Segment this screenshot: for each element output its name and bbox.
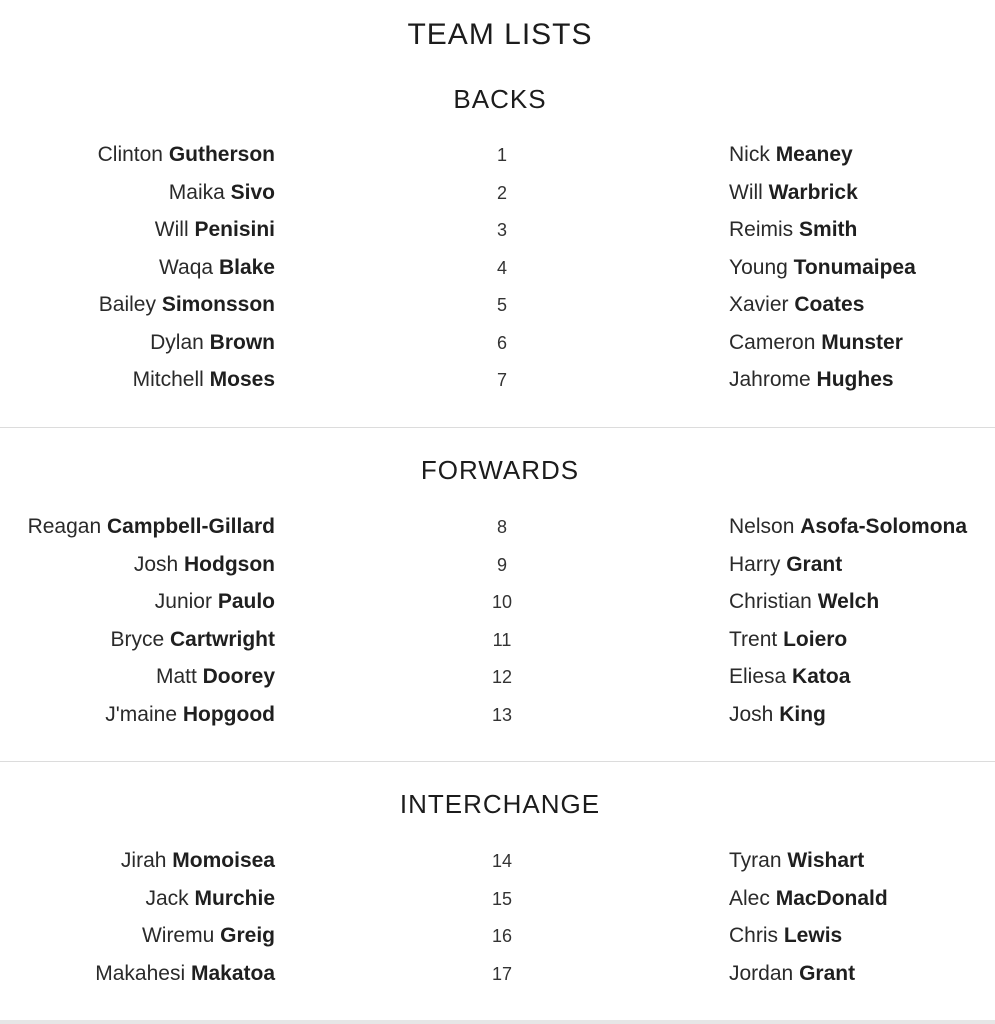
player-row — [0, 849, 995, 887]
home-player — [155, 218, 275, 242]
player-row — [0, 665, 995, 703]
away-player — [729, 181, 858, 205]
first-name: Wiremu — [141, 924, 215, 947]
player-row — [0, 962, 995, 1000]
home-player — [142, 924, 275, 948]
home-player — [98, 143, 275, 167]
first-name: Nick — [729, 143, 770, 166]
home-player — [133, 368, 275, 392]
section-title: BACKS — [453, 84, 547, 114]
surname: Welch — [817, 590, 880, 613]
first-name: Josh — [729, 702, 774, 726]
away-player — [729, 924, 842, 948]
first-name: Clinton — [97, 143, 163, 166]
away-player — [729, 256, 916, 280]
away-player — [729, 590, 879, 614]
first-name: Trent — [729, 627, 778, 651]
away-player — [729, 293, 864, 317]
home-player — [95, 962, 275, 986]
away-player — [729, 849, 864, 873]
player-row — [0, 628, 995, 666]
player-row — [0, 703, 995, 741]
away-player — [729, 331, 903, 355]
surname: Moses — [209, 368, 275, 391]
section-divider — [0, 761, 995, 762]
player-list — [0, 143, 995, 406]
surname: Momoisea — [172, 849, 275, 872]
away-player — [729, 368, 894, 392]
jersey-number: 9 — [496, 554, 507, 575]
first-name: Cameron — [729, 330, 816, 354]
jersey-number: 17 — [491, 963, 513, 984]
first-name: Jack — [145, 886, 189, 910]
home-player — [110, 628, 275, 652]
bottom-edge — [0, 1020, 995, 1024]
jersey-number: 11 — [492, 629, 512, 650]
jersey-number: 3 — [496, 220, 507, 240]
first-name: Christian — [729, 590, 812, 613]
surname: Grant — [799, 961, 856, 985]
home-player — [159, 256, 275, 280]
first-name: Matt — [155, 665, 197, 688]
first-name: Bryce — [110, 627, 165, 651]
first-name: Reimis — [729, 218, 794, 241]
surname: Hopgood — [182, 702, 275, 726]
first-name: Makahesi — [95, 961, 186, 985]
first-name: Reagan — [27, 515, 102, 538]
first-name: Tyran — [729, 849, 782, 872]
away-player — [729, 628, 847, 652]
away-player — [729, 143, 853, 167]
jersey-number: 7 — [496, 370, 507, 390]
first-name: Jordan — [729, 961, 794, 985]
first-name: Harry — [729, 552, 781, 576]
surname: King — [779, 702, 826, 726]
player-row — [0, 515, 995, 553]
away-player — [729, 887, 888, 911]
surname: Meaney — [775, 143, 853, 166]
home-player — [121, 849, 275, 873]
first-name: Eliesa — [729, 665, 787, 688]
first-name: Young — [729, 255, 788, 279]
first-name: Nelson — [729, 515, 795, 538]
away-player — [729, 218, 857, 242]
player-row — [0, 143, 995, 181]
player-row — [0, 368, 995, 406]
away-player — [729, 665, 850, 689]
jersey-number: 4 — [496, 257, 507, 278]
section-title: INTERCHANGE — [399, 789, 601, 819]
first-name: Will — [729, 180, 763, 204]
jersey-number: 14 — [491, 851, 513, 871]
surname: Warbrick — [768, 180, 858, 204]
home-player — [28, 515, 275, 539]
first-name: Will — [154, 218, 189, 241]
home-player — [105, 703, 275, 727]
first-name: Dylan — [150, 330, 204, 354]
jersey-number: 12 — [491, 667, 513, 687]
player-row — [0, 218, 995, 256]
first-name: Junior — [154, 590, 212, 613]
first-name: Josh — [133, 552, 179, 576]
first-name: Jirah — [120, 849, 167, 872]
jersey-number: 1 — [496, 145, 507, 165]
surname: Murchie — [194, 886, 275, 910]
surname: Paulo — [217, 590, 275, 613]
first-name: Alec — [729, 886, 770, 910]
surname: Coates — [794, 293, 865, 316]
surname: Hodgson — [184, 552, 275, 576]
jersey-number: 8 — [496, 517, 507, 537]
first-name: Chris — [729, 924, 779, 947]
player-row — [0, 331, 995, 369]
first-name: Bailey — [98, 293, 156, 316]
jersey-number: 2 — [496, 182, 507, 203]
away-player — [729, 515, 967, 539]
player-row — [0, 293, 995, 331]
surname: Sivo — [230, 180, 275, 204]
away-player — [729, 553, 842, 577]
surname: MacDonald — [775, 886, 888, 910]
first-name: Jahrome — [729, 368, 811, 391]
jersey-number: 5 — [496, 295, 507, 315]
jersey-number: 15 — [491, 888, 513, 909]
player-row — [0, 590, 995, 628]
surname: Asofa-Solomona — [800, 515, 968, 538]
first-name: J'maine — [105, 702, 178, 726]
surname: Wishart — [787, 849, 865, 872]
away-player — [729, 962, 855, 986]
player-row — [0, 887, 995, 925]
home-player — [155, 590, 275, 614]
surname: Tonumaipea — [793, 255, 916, 279]
jersey-number: 13 — [491, 704, 513, 725]
surname: Cartwright — [170, 627, 275, 651]
surname: Smith — [799, 218, 858, 241]
player-list — [0, 515, 995, 740]
first-name: Xavier — [729, 293, 789, 316]
section-divider — [0, 427, 995, 428]
surname: Penisini — [194, 218, 275, 241]
surname: Loiero — [783, 627, 848, 651]
home-player — [169, 181, 275, 205]
section-title: FORWARDS — [420, 455, 580, 485]
surname: Grant — [786, 552, 843, 576]
surname: Munster — [821, 330, 903, 354]
surname: Blake — [218, 255, 275, 279]
player-row — [0, 256, 995, 294]
surname: Lewis — [783, 924, 843, 947]
first-name: Maika — [168, 180, 225, 204]
page-title: TEAM LISTS — [407, 18, 593, 51]
home-player — [99, 293, 275, 317]
surname: Campbell-Gillard — [106, 515, 275, 538]
jersey-number: 16 — [491, 926, 513, 946]
player-row — [0, 553, 995, 591]
surname: Hughes — [816, 368, 894, 391]
player-row — [0, 181, 995, 219]
home-player — [150, 331, 275, 355]
away-player — [729, 703, 826, 727]
jersey-number: 6 — [496, 332, 507, 353]
player-list — [0, 849, 995, 999]
player-row — [0, 924, 995, 962]
jersey-number: 10 — [491, 592, 513, 612]
surname: Simonsson — [161, 293, 275, 316]
surname: Makatoa — [190, 961, 275, 985]
first-name: Waqa — [159, 255, 214, 279]
surname: Doorey — [202, 665, 275, 688]
surname: Gutherson — [168, 143, 275, 166]
first-name: Mitchell — [132, 368, 204, 391]
surname: Greig — [220, 924, 275, 947]
home-player — [134, 553, 275, 577]
home-player — [156, 665, 275, 689]
home-player — [145, 887, 275, 911]
surname: Katoa — [792, 665, 851, 688]
surname: Brown — [209, 330, 275, 354]
